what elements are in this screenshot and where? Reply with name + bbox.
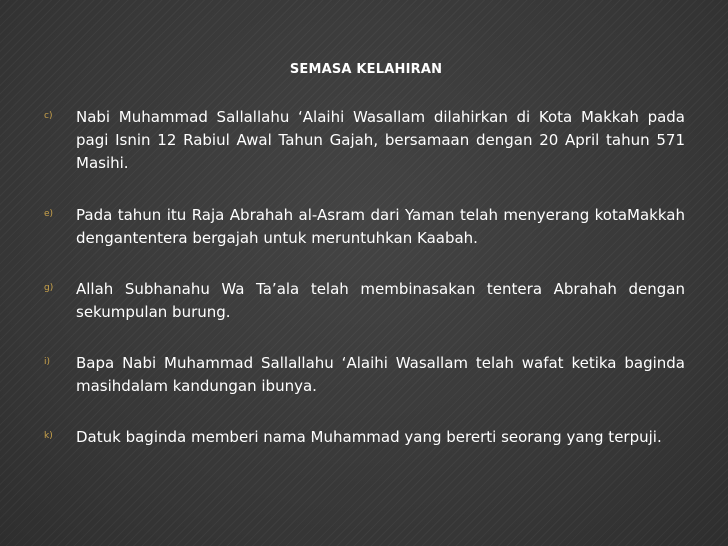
list-item-text: Pada tahun itu Raja Abrahah al-Asram dari Yaman telah menyerang kotaMakkah dengantentera bergajah untuk meruntuhkan Kaabah. xyxy=(76,206,685,247)
list-item-text: Allah Subhanahu Wa Ta’ala telah membinasakan tentera Abrahah dengan sekumpulan burung. xyxy=(76,280,685,321)
list-item-text: Datuk baginda memberi nama Muhammad yang bererti seorang yang terpuji. xyxy=(76,428,662,446)
list-item-text: Bapa Nabi Muhammad Sallallahu ‘Alaihi Wasallam telah wafat ketika baginda masihdalam kandungan ibunya. xyxy=(76,354,685,395)
slide-title: SEMASA KELAHIRAN xyxy=(289,62,443,77)
list-marker: k) xyxy=(44,431,53,441)
list-marker: i) xyxy=(44,357,51,367)
list-marker: e) xyxy=(44,209,54,219)
list-item-text: Nabi Muhammad Sallallahu ‘Alaihi Wasallam dilahirkan di Kota Makkah pada pagi Isnin 12 Rabiul Awal Tahun Gajah, bersamaan dengan 20 April tahun 571 Masihi. xyxy=(76,108,685,172)
list-marker: c) xyxy=(44,111,53,121)
list-marker: g) xyxy=(44,283,54,293)
